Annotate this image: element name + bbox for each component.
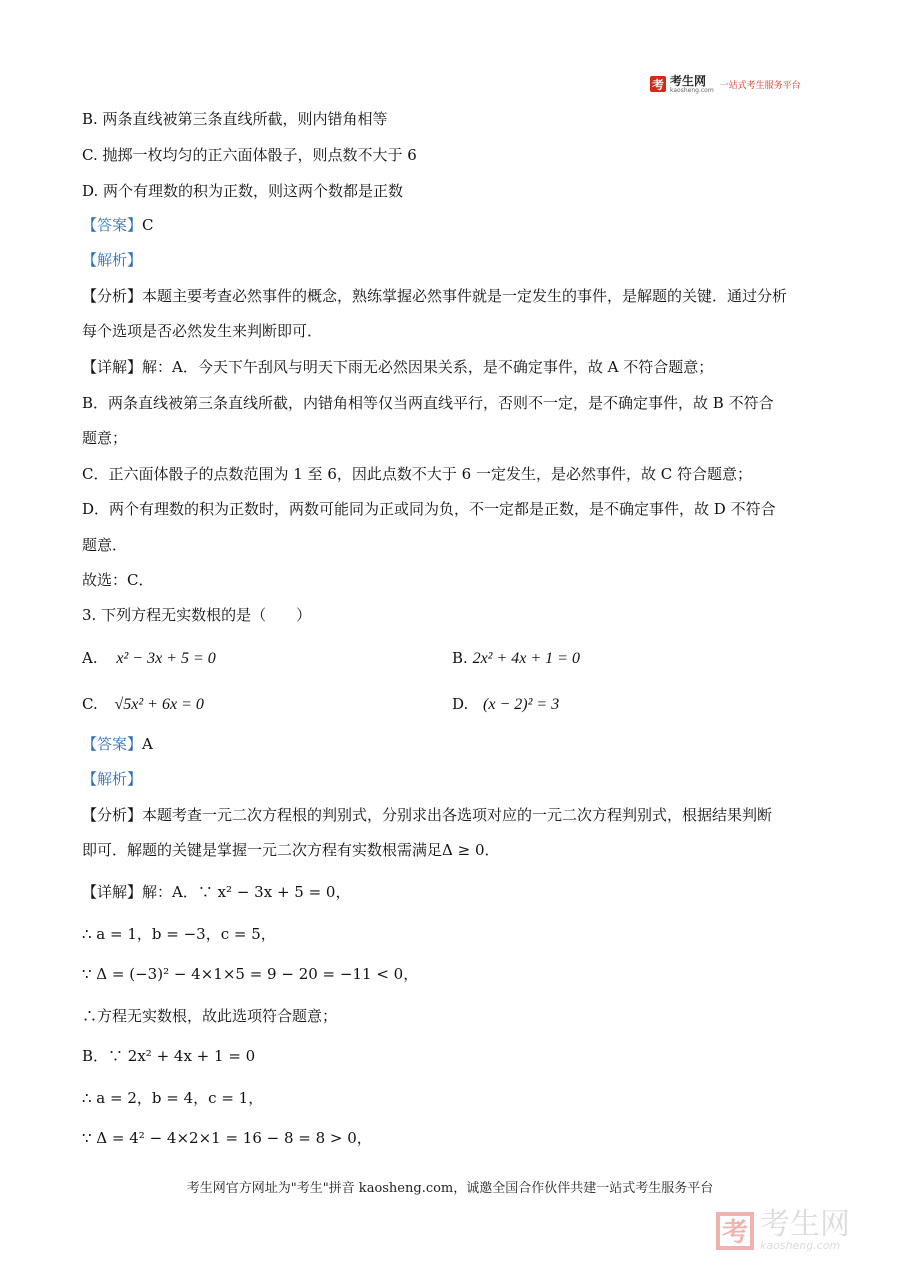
answer-line — [82, 215, 154, 235]
text-line: C. 抛掷一枚均匀的正六面体骰子，则点数不大于 6 — [82, 146, 417, 164]
analysis-heading — [82, 769, 142, 789]
text-line: 题意； — [82, 429, 128, 447]
watermark-url: kaosheng.com — [760, 1239, 841, 1252]
option-a-label: A. — [82, 649, 98, 667]
text-line: D．两个有理数的积为正数时，两数可能同为正或同为负，不一定都是正数，是不确定事件，故 D 不符合 — [82, 500, 776, 518]
answer-tag: 【答案】 — [82, 216, 143, 234]
detail-line: ∵ Δ = 4² − 4×2×1 = 16 − 8 = 8 > 0， — [82, 1129, 372, 1147]
text-line: D. 两个有理数的积为正数，则这两个数都是正数 — [82, 182, 404, 200]
text-line: 故选：C． — [82, 571, 154, 589]
detail-line: ∴方程无实数根，故此选项符合题意； — [82, 1007, 338, 1025]
option-a-equation: x² − 3x + 5 = 0 — [116, 650, 216, 667]
option-b-label: B. — [452, 649, 468, 667]
text-line: 【详解】解：A．今天下午刮风与明天下雨无必然因果关系，是不确定事件，故 A 不符合题意； — [82, 358, 714, 376]
logo-slogan: 一站式考生服务平台 — [719, 80, 801, 91]
watermark-name: 考生网 — [760, 1207, 850, 1242]
detail-line: ∴ a = 1，b = −3，c = 5， — [82, 925, 276, 943]
analysis-tag: 【解析】 — [82, 251, 143, 269]
analysis-tag: 【解析】 — [82, 770, 143, 788]
option-a — [82, 648, 216, 669]
page-footer: 考生网官方网址为"考生"拼音 kaosheng.com，诚邀全国合作伙伴共建一站式考生服务平台 — [186, 1181, 714, 1196]
watermark-mark-icon: 考 — [716, 1212, 754, 1250]
detail-line: ∴ a = 2，b = 4，c = 1， — [82, 1089, 264, 1107]
option-c — [82, 694, 204, 715]
option-b-equation: 2x² + 4x + 1 = 0 — [472, 650, 580, 667]
text-line: 【分析】本题考查一元二次方程根的判别式，分别求出各选项对应的一元二次方程判别式，根据结果判断 — [82, 806, 773, 824]
detail-line: ∵ Δ = (−3)² − 4×1×5 = 9 − 20 = −11 < 0， — [82, 965, 419, 983]
text-line: 【分析】本题主要考查必然事件的概念，熟练掌握必然事件就是一定发生的事件，是解题的关键．通过分析 — [82, 287, 788, 305]
option-d — [452, 694, 559, 715]
option-c-label: C. — [82, 695, 98, 713]
text-line: 题意． — [82, 536, 128, 554]
header-logo — [650, 74, 801, 94]
answer-line — [82, 734, 153, 754]
text-line: 每个选项是否必然发生来判断即可． — [82, 322, 323, 340]
logo-name: 考生网 — [670, 73, 707, 88]
text-line: B. 两条直线被第三条直线所截，则内错角相等 — [82, 110, 388, 128]
question-title: 3. 下列方程无实数根的是（ ） — [82, 606, 312, 624]
watermark-logo — [716, 1207, 850, 1252]
analysis-heading — [82, 250, 142, 270]
text-line: C．正六面体骰子的点数范围为 1 至 6，因此点数不大于 6 一定发生，是必然事件，故 C 符合题意； — [82, 465, 752, 483]
detail-line: 【详解】解：A．∵ x² − 3x + 5 = 0， — [82, 883, 351, 901]
answer-value: C — [142, 216, 154, 234]
detail-line: B．∵ 2x² + 4x + 1 = 0 — [82, 1047, 256, 1065]
option-d-label: D. — [452, 695, 469, 713]
text-line: 即可．解题的关键是掌握一元二次方程有实数根需满足Δ ≥ 0． — [82, 841, 500, 859]
option-d-equation: (x − 2)² = 3 — [483, 696, 560, 713]
option-b — [452, 648, 580, 669]
text-line: B．两条直线被第三条直线所截，内错角相等仅当两直线平行，否则不一定，是不确定事件，故 B 不符合 — [82, 394, 774, 412]
option-c-equation: √5x² + 6x = 0 — [114, 696, 204, 713]
logo-mark-icon: 考 — [651, 77, 664, 92]
logo-url: kaosheng.com — [670, 86, 714, 94]
answer-value: A — [142, 735, 153, 753]
answer-tag: 【答案】 — [82, 735, 143, 753]
